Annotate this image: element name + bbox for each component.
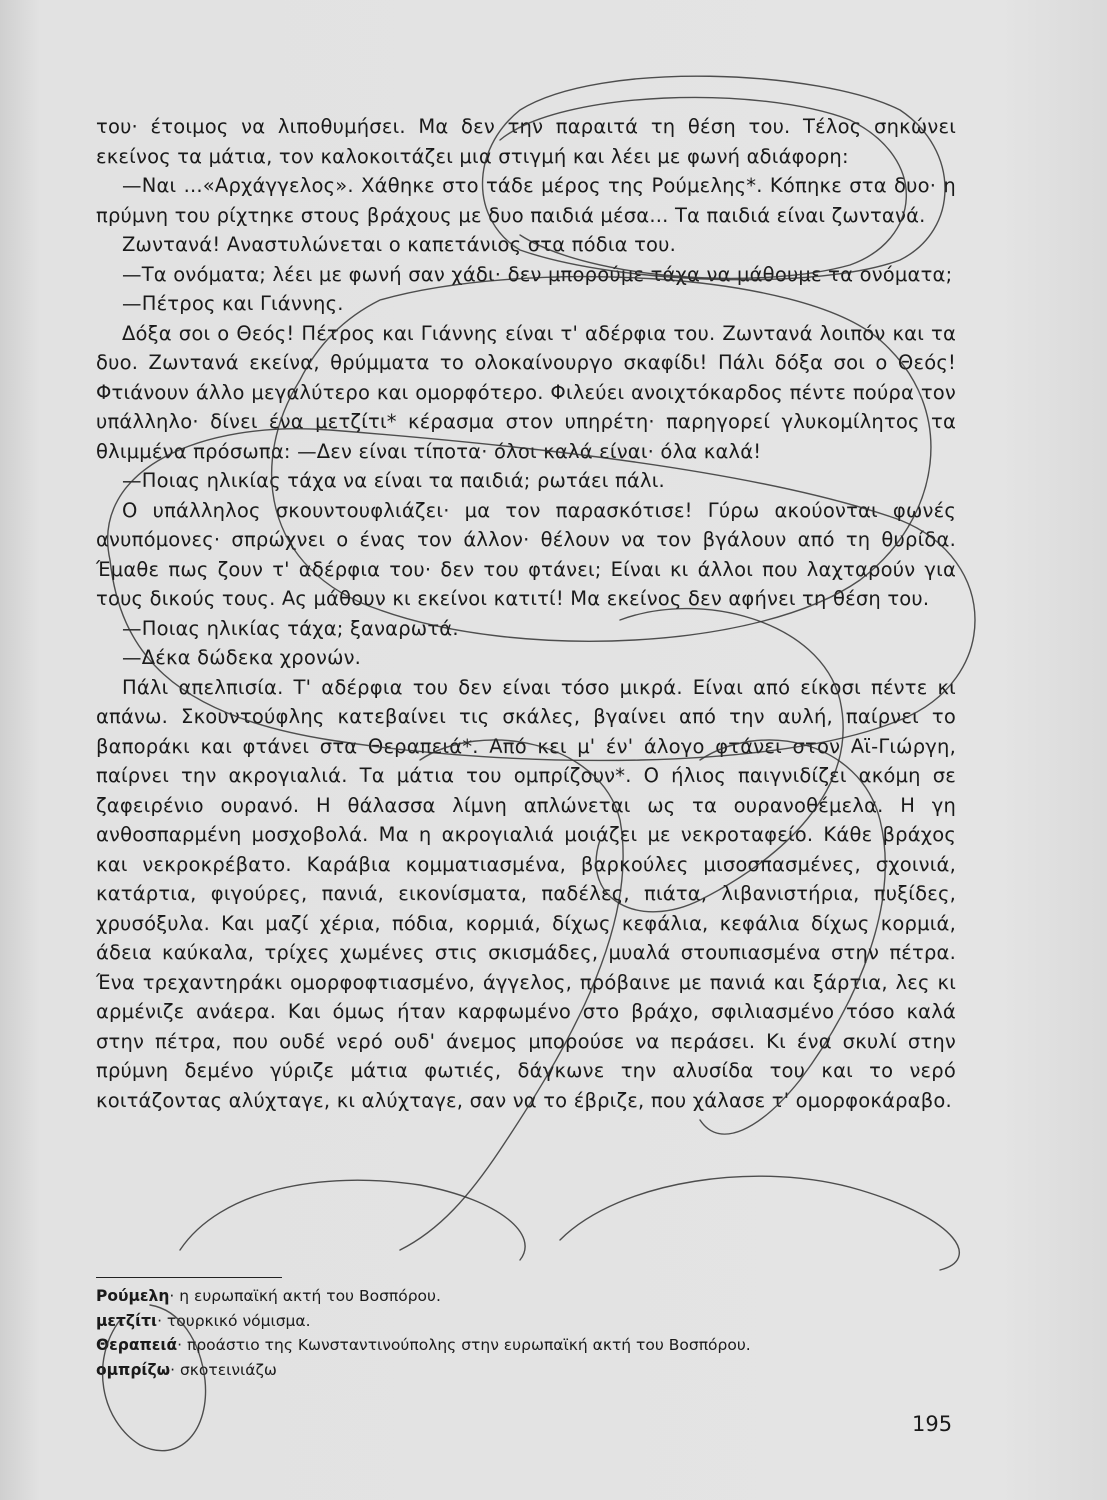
footnote-term: μετζίτι (96, 1311, 158, 1330)
footnote-term: ομπρίζω (96, 1360, 171, 1379)
footnote-divider (96, 1277, 282, 1278)
paragraph: —Ναι ...«Αρχάγγελος». Χάθηκε στο τάδε μέρος της Ρούμελης*. Κόπηκε στα δυο· η πρύμνη του ρίχτηκε στους βράχους με δυο παιδιά μέσα... Τα παιδιά είναι ζωντανά. (96, 174, 956, 227)
paragraph: Ζωντανά! Αναστυλώνεται ο καπετάνιος στα πόδια του. (122, 233, 677, 256)
footnote-definition: · προάστιο της Κωνσταντινούπολης στην ευρωπαϊκή ακτή του Βοσπόρου. (177, 1336, 751, 1354)
footnote-definition: · η ευρωπαϊκή ακτή του Βοσπόρου. (169, 1287, 441, 1305)
footnotes (96, 1284, 956, 1382)
footnote (96, 1333, 956, 1358)
footnote (96, 1284, 956, 1309)
body-text (96, 112, 956, 1115)
scribble-loop (180, 1180, 525, 1260)
paragraph: —Ποιας ηλικίας τάχα; ξαναρωτά. (122, 616, 459, 640)
paragraph: —Ποιας ηλικίας τάχα να είναι τα παιδιά; ρωτάει πάλι. (122, 469, 665, 492)
paragraph: Δόξα σοι ο Θεός! Πέτρος και Γιάννης είναι τ' αδέρφια του. Ζωντανά λοιπόν και τα δυο. Ζωντανά εκείνα, θρύμματα το ολοκαίνουργο σκαφίδι! Πάλι δόξα σοι ο Θεός! Φτιάνουν άλλο μεγαλύτερο και ομορφότερο. Φιλεύει ανοιχτόκαρδος πέντε πούρα τον υπάλληλο· δίνει ένα μετζίτι* κέρασμα στον υπηρέτη· παρηγορεί γλυκομίλητος τα θλιμμένα πρόσωπα: —Δεν είναι τίποτα· όλοι καλά είναι· όλα καλά! (96, 321, 956, 463)
paragraph: —Τα ονόματα; λέει με φωνή σαν χάδι· δεν μπορούμε τάχα να μάθουμε τα ονόματα; (122, 262, 953, 286)
paragraph: του· έτοιμος να λιποθυμήσει. Μα δεν την παραιτά τη θέση του. Τέλος σηκώνει εκείνος τα μάτια, τον καλοκοιτάζει μια στιγμή και λέει με φωνή αδιάφορη: (96, 115, 956, 168)
footnote-definition: · σκοτεινιάζω (170, 1360, 277, 1379)
footnote (96, 1309, 956, 1334)
footnote-term: Θεραπειά (96, 1336, 178, 1354)
paragraph: Πάλι απελπισία. Τ' αδέρφια του δεν είναι τόσο μικρά. Είναι από είκοσι πέντε κι απάνω. Σκουντούφλης κατεβαίνει τις σκάλες, βγαίνει από την αυλή, παίρνει το βαποράκι και φτάνει στα Θεραπειά*. Από κει μ' έν' άλογο φτάνει στον Αϊ-Γιώργη, παίρνει την ακρογιαλιά. Τα μάτια του ομπρίζουν*. Ο ήλιος παιγνιδίζει ακόμη σε ζαφειρένιο ουρανό. Η θάλασσα λίμνη απλώνεται ως τα ουρανοθέμελα. Η γη ανθοσπαρμένη μοσχοβολά. Μα η ακρογιαλιά μοιάζει με νεκροταφείο. Κάθε βράχος και νεκροκρέβατο. Καράβια κομματιασμένα, βαρκούλες μισοσπασμένες, σχοινιά, κατάρτια, φιγούρες, πανιά, εικονίσματα, παδέλες, πιάτα, λιβανιστήρια, πυξίδες, χρυσόξυλα. Και μαζί χέρια, πόδια, κορμιά, δίχως κεφάλια, κεφάλια δίχως κορμιά, άδεια καύκαλα, τρίχες χωμένες στις σκισμάδες, μυαλά στουπιασμένα στην πέτρα. Ένα τρεχαντηράκι ομορφοφτιασμένο, άγγελος, πρόβαινε με πανιά και ξάρτια, λες κι αρμένιζε ανάερα. Και όμως ήταν καρφωμένο στο βράχο, σφιλιασμένο τόσο καλά στην πέτρα, που ουδέ νερό ουδ' άνεμος μπορούσε να περάσει. Κι ένα σκυλί στην πρύμνη δεμένο γύριζε μάτια φωτιές, δάγκωνε την αλυσίδα του και το νερό κοιτάζοντας αλύχταγε, κι αλύχταγε, σαν να το έβριζε, που χάλασε τ' ομορφοκάραβο. (96, 675, 956, 1112)
paragraph: —Δέκα δώδεκα χρονών. (122, 646, 362, 669)
paragraph: —Πέτρος και Γιάννης. (122, 292, 344, 315)
footnote-term: Ρούμελη (96, 1287, 170, 1305)
footnote-definition: · τουρκικό νόμισμα. (157, 1311, 311, 1330)
footnote (96, 1358, 956, 1383)
page-number: 195 (912, 1412, 953, 1436)
scribble-loop (560, 1176, 959, 1270)
paragraph: Ο υπάλληλος σκουντουφλιάζει· μα τον παρασκότισε! Γύρω ακούονται φωνές ανυπόμονες· σπρώχνει ο ένας τον άλλον· θέλουν να τον βγάλουν από τη θυρίδα. Έμαθε πως ζουν τ' αδέρφια του· δεν του φτάνει; Είναι κι άλλοι που λαχταρούν για τους δικούς τους. Ας μάθουν κι εκείνοι κατιτί! Μα εκείνος δεν αφήνει τη θέση του. (96, 498, 956, 610)
